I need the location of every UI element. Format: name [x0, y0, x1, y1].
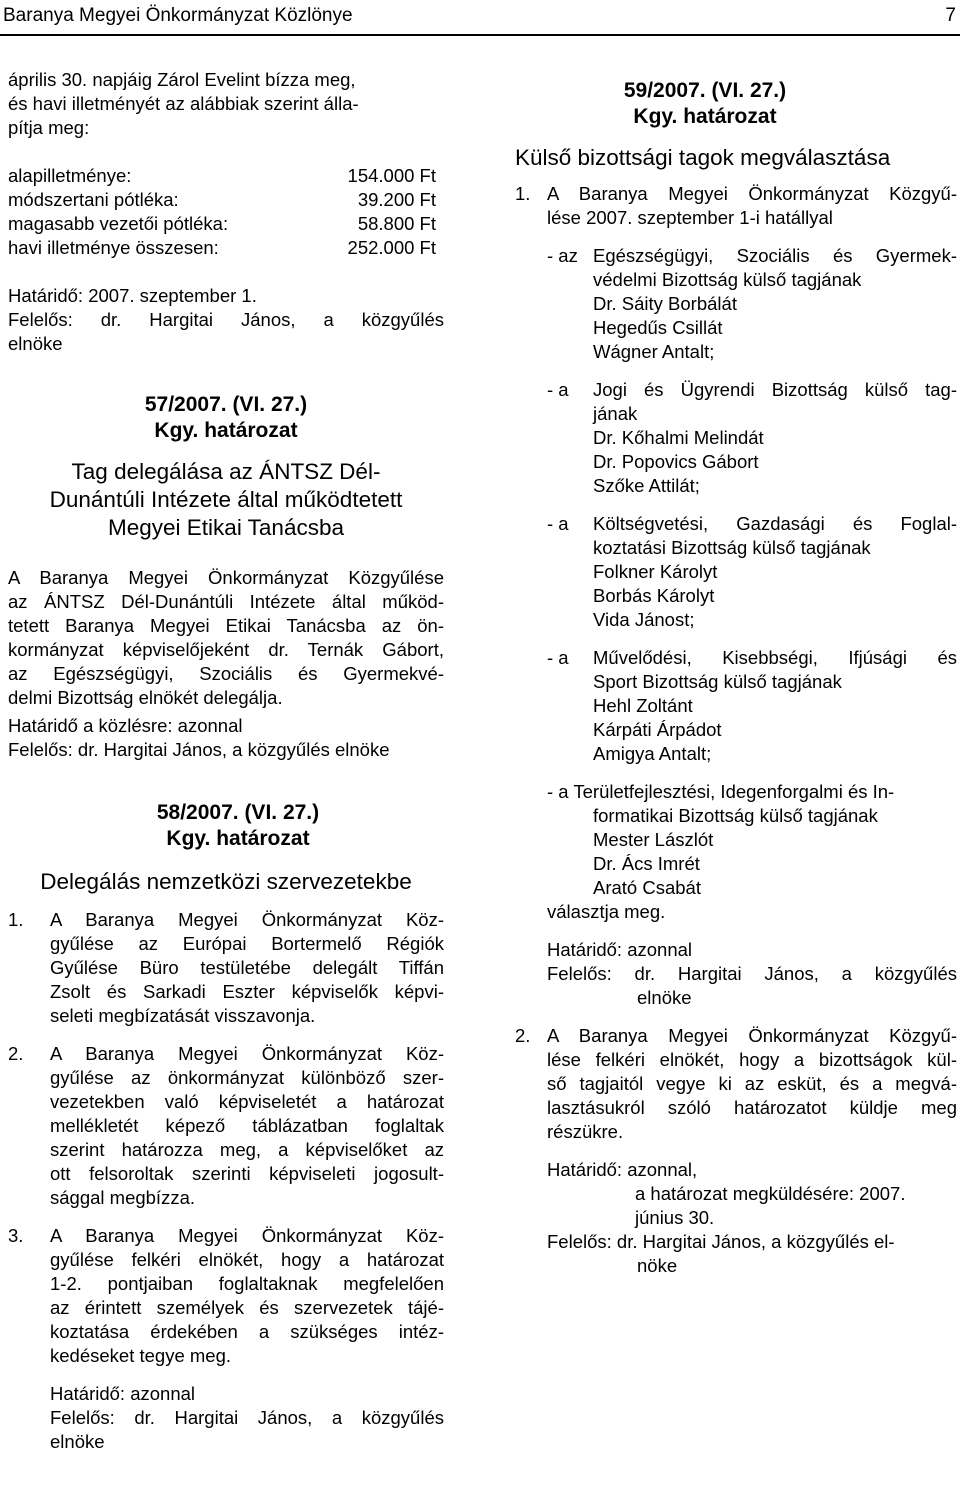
salary-label: alapilletménye:	[8, 165, 132, 186]
responsible-line: Felelős: dr. Hargitai János, a közgyűlés elnöke	[8, 739, 390, 760]
signature-block	[8, 1382, 444, 1454]
item-dash: - a	[547, 647, 569, 668]
member-list	[515, 244, 957, 1010]
item-text	[593, 378, 957, 498]
resolution-kind: Kgy. határozat	[154, 419, 298, 442]
text-line: Zsolt és Sarkadi Eszter képviselők képvi-	[50, 981, 444, 1002]
resolution-57	[8, 392, 444, 762]
text-line: Dr. Sáity Borbálát	[593, 293, 737, 314]
salary-row	[8, 188, 436, 212]
text-line: 1-2. pontjaiban foglaltaknak megfelelően	[50, 1273, 444, 1294]
text-line: az Egészségügyi, Szociális és Gyermekvé-	[8, 663, 444, 684]
text-line: gyűlése az önkormányzat különböző szer-	[50, 1067, 444, 1088]
text-line: Jogi és Ügyrendi Bizottság külső tag-	[593, 379, 957, 400]
resolution-number: 58/2007. (VI. 27.)	[156, 801, 320, 824]
resolution-title: Külső bizottsági tagok megválasztása	[515, 145, 891, 170]
salary-value: 58.800 Ft	[357, 213, 436, 234]
salary-label: módszertani pótléka:	[8, 189, 179, 210]
text-line: az érintett személyek és szervezetek tájé-	[50, 1297, 444, 1318]
salary-row	[8, 236, 436, 260]
responsible-line: Felelős: dr. Hargitai János, a közgyűlés	[50, 1407, 444, 1428]
salary-value: 39.200 Ft	[357, 189, 436, 210]
item-text	[547, 1024, 957, 1144]
resolution-body	[8, 566, 444, 710]
resolution-title: Delegálás nemzetközi szervezetekbe	[40, 869, 412, 894]
responsible-line: elnöke	[637, 987, 692, 1008]
list-item	[8, 1042, 444, 1210]
text-line: A Baranya Megyei Önkormányzat Közgyű-	[547, 183, 957, 204]
text-line: Wágner Antalt;	[593, 341, 715, 362]
item-number: 1.	[8, 909, 24, 930]
text-line: Mester Lászlót	[593, 829, 714, 850]
resolution-number: 57/2007. (VI. 27.)	[144, 393, 308, 416]
list-item	[547, 646, 957, 766]
text-line: A Baranya Megyei Önkormányzat Köz-	[50, 1225, 444, 1246]
text-line: Kárpáti Árpádot	[593, 719, 722, 740]
text-line: koztatása érdekében a szükséges intéz-	[50, 1321, 444, 1342]
text-line: Borbás Károlyt	[593, 585, 715, 606]
text-line: Dr. Ács Imrét	[593, 853, 700, 874]
text-line: ső tagjaitól vegye ki az esküt, és a megvá-	[547, 1073, 957, 1094]
salary-row	[8, 164, 436, 188]
item-number: 2.	[515, 1025, 531, 1046]
text-line: Szőke Attilát;	[593, 475, 700, 496]
text-line: kedéseket tegye meg.	[50, 1345, 231, 1366]
text-line: sággal megbízza.	[50, 1187, 196, 1208]
salary-value: 154.000 Ft	[347, 165, 436, 186]
intro-paragraph	[8, 68, 444, 140]
responsible-line: elnöke	[50, 1431, 105, 1452]
list-item	[547, 780, 957, 900]
list-item	[8, 908, 444, 1028]
text-line: Dr. Kőhalmi Melindát	[593, 427, 764, 448]
text-line: Költségvetési, Gazdasági és Foglal-	[593, 513, 957, 534]
item-text	[547, 804, 957, 900]
list-item	[547, 512, 957, 632]
item-text	[50, 1224, 444, 1368]
salary-label: magasabb vezetői pótléka:	[8, 213, 229, 234]
text-line: gyűlése felkéri elnökét, hogy a határozat	[50, 1249, 444, 1270]
title-line: Megyei Etikai Tanácsba	[108, 515, 344, 540]
responsible-line: Felelős: dr. Hargitai János, a közgyűlés el-	[547, 1231, 895, 1252]
item-text	[593, 244, 957, 364]
text-line: Gyűlése Büro testületébe delegált Tiffán	[50, 957, 444, 978]
text-line: Egészségügyi, Szociális és Gyermek-	[593, 245, 957, 266]
text-line: mellékletét képező táblázatban foglaltak	[50, 1115, 444, 1136]
text-line: Hegedűs Csillát	[593, 317, 723, 338]
item-number: 2.	[8, 1043, 24, 1064]
title-line: Tag delegálása az ÁNTSZ Dél-	[71, 459, 381, 484]
salary-table	[8, 164, 444, 260]
item-dash: - a	[547, 379, 569, 400]
list-item	[515, 182, 957, 230]
deadline-line: június 30.	[635, 1207, 715, 1228]
deadline-line: a határozat megküldésére: 2007.	[635, 1183, 906, 1204]
list-item	[8, 1224, 444, 1368]
left-column	[8, 68, 444, 1454]
deadline-line: Határidő: azonnal,	[547, 1159, 698, 1180]
responsible-line: Felelős: dr. Hargitai János, a közgyűlés	[8, 309, 444, 330]
item-text	[50, 1042, 444, 1210]
page-header	[0, 0, 960, 36]
resolution-title	[8, 458, 444, 542]
salary-label: havi illetménye összesen:	[8, 237, 219, 258]
salary-value: 252.000 Ft	[347, 237, 436, 258]
deadline-line: Határidő: azonnal	[50, 1383, 196, 1404]
responsible-line: Felelős: dr. Hargitai János, a közgyűlés	[547, 963, 957, 984]
text-line: kormányzat képviselőjeként dr. Ternák Gábort,	[8, 639, 444, 660]
salary-row	[8, 212, 436, 236]
item-text	[50, 908, 444, 1028]
right-column	[515, 78, 957, 1278]
text-line: Vida Jánost;	[593, 609, 695, 630]
resolution-kind: Kgy. határozat	[633, 105, 777, 128]
list-item	[547, 244, 957, 364]
page-number: 7	[945, 5, 956, 26]
text-line: Hehl Zoltánt	[593, 695, 693, 716]
responsible-line: elnöke	[8, 333, 63, 354]
text-line: április 30. napjáig Zárol Evelint bízza meg,	[8, 69, 356, 90]
list-item	[547, 378, 957, 498]
item-number: 1.	[515, 183, 531, 204]
text-line: lasztásukról szóló határozatot küldje meg	[547, 1097, 957, 1118]
resolution-58-points	[8, 908, 444, 1454]
text-line: delmi Bizottság elnökét delegálja.	[8, 687, 283, 708]
text-line: A Baranya Megyei Önkormányzat Közgyűlése	[8, 567, 444, 588]
item-dash: - a	[547, 513, 569, 534]
publication-title: Baranya Megyei Önkormányzat Közlönye	[3, 5, 353, 26]
text-line: választja meg.	[547, 901, 666, 922]
text-line: Folkner Károlyt	[593, 561, 718, 582]
text-line: A Baranya Megyei Önkormányzat Közgyű-	[547, 1025, 957, 1046]
text-line: az ÁNTSZ Dél-Dunántúli Intézete által működ-	[8, 591, 444, 612]
text-line: lése 2007. szeptember 1-i hatállyal	[547, 207, 833, 228]
text-line: Amigya Antalt;	[593, 743, 712, 764]
text-line: seleti megbízatását visszavonja.	[50, 1005, 316, 1026]
text-line: Dr. Popovics Gábort	[593, 451, 759, 472]
text-line: és havi illetményét az alábbiak szerint álla-	[8, 93, 359, 114]
item-number: 3.	[8, 1225, 24, 1246]
text-line: Művelődési, Kisebbségi, Ifjúsági és	[593, 647, 957, 668]
text-line: - a Területfejlesztési, Idegenforgalmi és In-	[547, 781, 895, 802]
resolution-59	[515, 78, 895, 130]
text-line: lése felkéri elnökét, hogy a bizottságok kül-	[547, 1049, 957, 1070]
text-line: tetett Baranya Megyei Etikai Tanácsba az ön-	[8, 615, 444, 636]
text-line: pítja meg:	[8, 117, 90, 138]
title-line: Dunántúli Intézete által működtetett	[49, 487, 403, 512]
item-dash: - az	[547, 245, 578, 266]
text-line: koztatási Bizottság külső tagjának	[593, 537, 871, 558]
resolution-number: 59/2007. (VI. 27.)	[623, 79, 787, 102]
signature-block	[515, 1158, 957, 1278]
resolution-58	[8, 800, 428, 852]
text-line: Arató Csabát	[593, 877, 701, 898]
text-line: szerint határozza meg, a képviselőket az	[50, 1139, 444, 1160]
responsible-line: nöke	[637, 1255, 678, 1276]
item-text	[593, 512, 957, 632]
item-text	[547, 182, 957, 230]
text-line: vezetekben való képviseletét a határozat	[50, 1091, 444, 1112]
deadline-line: Határidő: 2007. szeptember 1.	[8, 285, 257, 306]
text-line: védelmi Bizottság külső tagjának	[593, 269, 862, 290]
deadline-line: Határidő: azonnal	[547, 939, 693, 960]
text-line: A Baranya Megyei Önkormányzat Köz-	[50, 909, 444, 930]
text-line: részükre.	[547, 1121, 624, 1142]
text-line: A Baranya Megyei Önkormányzat Köz-	[50, 1043, 444, 1064]
list-item	[515, 1024, 957, 1144]
text-line: Sport Bizottság külső tagjának	[593, 671, 842, 692]
text-line: gyűlése az Európai Bortermelő Régiók	[50, 933, 444, 954]
text-line: formatikai Bizottság külső tagjának	[593, 805, 878, 826]
item-text	[593, 646, 957, 766]
resolution-kind: Kgy. határozat	[166, 827, 310, 850]
deadline-line: Határidő a közlésre: azonnal	[8, 715, 243, 736]
text-line: ott felsoroltak szerinti képviseleti jogosult-	[50, 1163, 444, 1184]
text-line: jának	[593, 403, 638, 424]
